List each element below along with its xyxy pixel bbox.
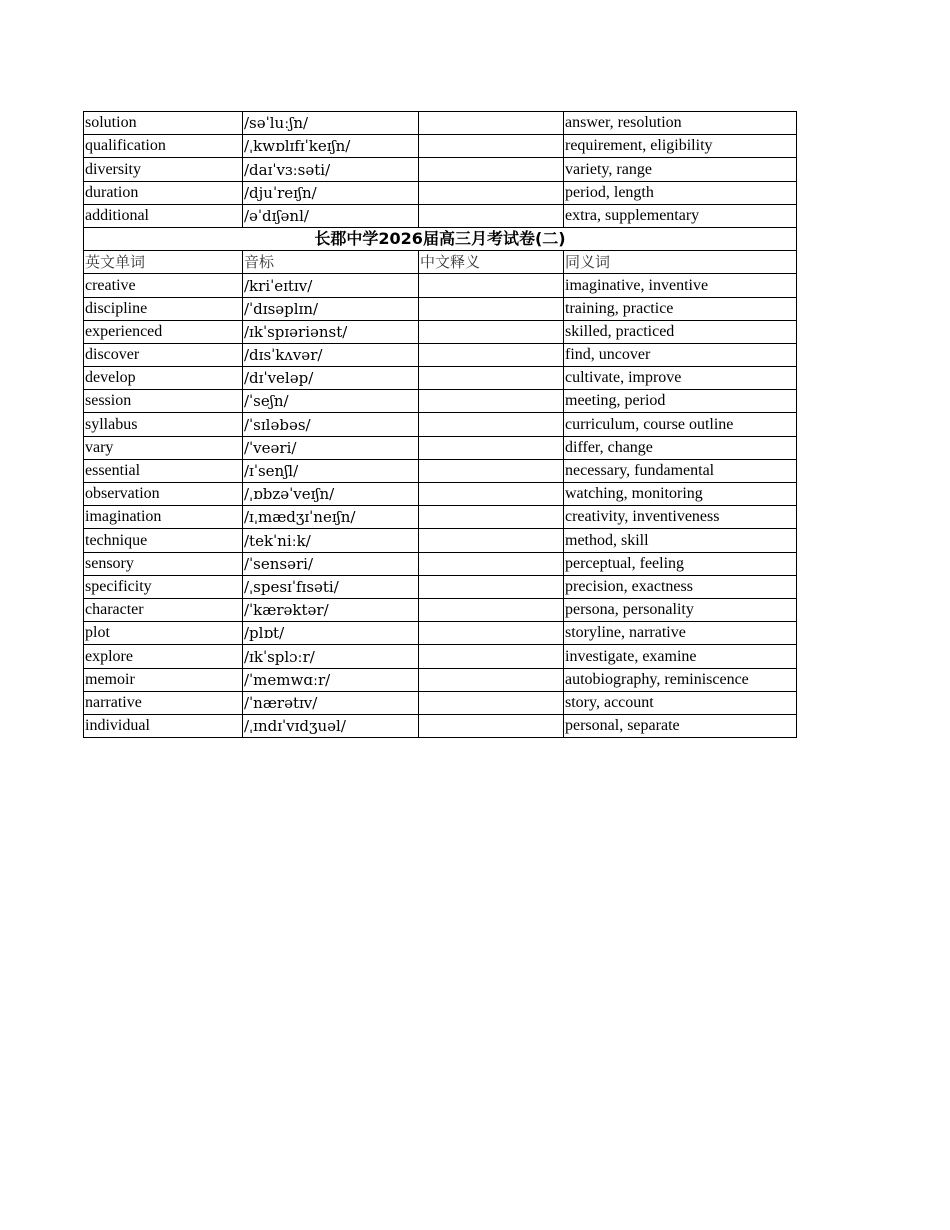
- cell-meaning[interactable]: [419, 274, 564, 297]
- table-row: [84, 135, 797, 158]
- cell-synonyms[interactable]: curriculum, course outline: [564, 413, 797, 436]
- table-row: [84, 622, 797, 645]
- cell-meaning[interactable]: [419, 343, 564, 366]
- cell-word[interactable]: plot: [84, 622, 243, 645]
- cell-word[interactable]: discover: [84, 343, 243, 366]
- cell-meaning[interactable]: [419, 158, 564, 181]
- cell-meaning[interactable]: [419, 297, 564, 320]
- cell-word[interactable]: duration: [84, 181, 243, 204]
- cell-ipa[interactable]: /ˌspesɪˈfɪsəti/: [243, 575, 419, 598]
- cell-word[interactable]: solution: [84, 112, 243, 135]
- cell-meaning[interactable]: [419, 320, 564, 343]
- cell-synonyms[interactable]: method, skill: [564, 529, 797, 552]
- vocabulary-table: [83, 111, 797, 738]
- cell-meaning[interactable]: [419, 506, 564, 529]
- cell-word[interactable]: specificity: [84, 575, 243, 598]
- header-ipa[interactable]: 音标: [243, 251, 419, 274]
- cell-ipa[interactable]: /ɪkˈsplɔːr/: [243, 645, 419, 668]
- cell-ipa[interactable]: /ˈveəri/: [243, 436, 419, 459]
- table-row: [84, 320, 797, 343]
- cell-ipa[interactable]: /ˈnærətɪv/: [243, 691, 419, 714]
- table-row: [84, 483, 797, 506]
- cell-word[interactable]: character: [84, 598, 243, 621]
- cell-synonyms[interactable]: meeting, period: [564, 390, 797, 413]
- previous-section-rows: [84, 112, 797, 228]
- cell-ipa[interactable]: /kriˈeɪtɪv/: [243, 274, 419, 297]
- table-row: [84, 158, 797, 181]
- table-row: [84, 413, 797, 436]
- table-row: [84, 691, 797, 714]
- table-row: [84, 367, 797, 390]
- cell-synonyms[interactable]: skilled, practiced: [564, 320, 797, 343]
- cell-word[interactable]: memoir: [84, 668, 243, 691]
- cell-word[interactable]: creative: [84, 274, 243, 297]
- cell-meaning[interactable]: [419, 112, 564, 135]
- cell-meaning[interactable]: [419, 367, 564, 390]
- table-row: [84, 390, 797, 413]
- cell-meaning[interactable]: [419, 483, 564, 506]
- cell-synonyms[interactable]: precision, exactness: [564, 575, 797, 598]
- table-row: [84, 506, 797, 529]
- cell-ipa[interactable]: /ɪˈsenʃl/: [243, 459, 419, 482]
- cell-synonyms[interactable]: autobiography, reminiscence: [564, 668, 797, 691]
- cell-word[interactable]: sensory: [84, 552, 243, 575]
- table-row: [84, 274, 797, 297]
- cell-meaning[interactable]: [419, 390, 564, 413]
- cell-synonyms[interactable]: storyline, narrative: [564, 622, 797, 645]
- cell-meaning[interactable]: [419, 413, 564, 436]
- cell-meaning[interactable]: [419, 459, 564, 482]
- cell-ipa[interactable]: /səˈluːʃn/: [243, 112, 419, 135]
- cell-ipa[interactable]: /ˈmemwɑːr/: [243, 668, 419, 691]
- cell-meaning[interactable]: [419, 575, 564, 598]
- cell-ipa[interactable]: /ˈsɪləbəs/: [243, 413, 419, 436]
- table-row: [84, 552, 797, 575]
- table-row: [84, 459, 797, 482]
- cell-ipa[interactable]: /dɪˈveləp/: [243, 367, 419, 390]
- cell-word[interactable]: additional: [84, 204, 243, 227]
- cell-ipa[interactable]: /ɪˌmædʒɪˈneɪʃn/: [243, 506, 419, 529]
- cell-synonyms[interactable]: period, length: [564, 181, 797, 204]
- cell-meaning[interactable]: [419, 622, 564, 645]
- cell-word[interactable]: syllabus: [84, 413, 243, 436]
- table-row: [84, 181, 797, 204]
- column-header-row: [84, 251, 797, 274]
- cell-synonyms[interactable]: investigate, examine: [564, 645, 797, 668]
- section-title-row: [84, 227, 797, 250]
- cell-ipa[interactable]: /tekˈniːk/: [243, 529, 419, 552]
- cell-meaning[interactable]: [419, 598, 564, 621]
- table-row: [84, 297, 797, 320]
- cell-meaning[interactable]: [419, 436, 564, 459]
- cell-synonyms[interactable]: personal, separate: [564, 714, 797, 737]
- cell-synonyms[interactable]: perceptual, feeling: [564, 552, 797, 575]
- cell-ipa[interactable]: /ˈseʃn/: [243, 390, 419, 413]
- cell-word[interactable]: vary: [84, 436, 243, 459]
- cell-ipa[interactable]: /ˌɪndɪˈvɪdʒuəl/: [243, 714, 419, 737]
- cell-synonyms[interactable]: creativity, inventiveness: [564, 506, 797, 529]
- section-title[interactable]: 长郡中学2026届高三月考试卷(二): [84, 227, 797, 250]
- cell-word[interactable]: essential: [84, 459, 243, 482]
- table-row: [84, 714, 797, 737]
- cell-synonyms[interactable]: cultivate, improve: [564, 367, 797, 390]
- cell-ipa[interactable]: /ˈsensəri/: [243, 552, 419, 575]
- cell-word[interactable]: session: [84, 390, 243, 413]
- table-row: [84, 598, 797, 621]
- cell-synonyms[interactable]: requirement, eligibility: [564, 135, 797, 158]
- header-meaning[interactable]: 中文释义: [419, 251, 564, 274]
- cell-word[interactable]: diversity: [84, 158, 243, 181]
- cell-word[interactable]: narrative: [84, 691, 243, 714]
- header-synonyms[interactable]: 同义词: [564, 251, 797, 274]
- cell-ipa[interactable]: /daɪˈvɜːsəti/: [243, 158, 419, 181]
- cell-ipa[interactable]: /ˈkærəktər/: [243, 598, 419, 621]
- cell-synonyms[interactable]: find, uncover: [564, 343, 797, 366]
- section-rows: [84, 274, 797, 738]
- cell-meaning[interactable]: [419, 714, 564, 737]
- table-row: [84, 645, 797, 668]
- cell-ipa[interactable]: /ɪkˈspɪəriənst/: [243, 320, 419, 343]
- cell-meaning[interactable]: [419, 552, 564, 575]
- cell-meaning[interactable]: [419, 668, 564, 691]
- cell-synonyms[interactable]: watching, monitoring: [564, 483, 797, 506]
- cell-synonyms[interactable]: persona, personality: [564, 598, 797, 621]
- table-row: [84, 204, 797, 227]
- section-header: [84, 227, 797, 273]
- cell-synonyms[interactable]: training, practice: [564, 297, 797, 320]
- cell-meaning[interactable]: [419, 135, 564, 158]
- cell-word[interactable]: technique: [84, 529, 243, 552]
- cell-ipa[interactable]: /ˌɒbzəˈveɪʃn/: [243, 483, 419, 506]
- cell-ipa[interactable]: /ˌkwɒlɪfɪˈkeɪʃn/: [243, 135, 419, 158]
- cell-synonyms[interactable]: imaginative, inventive: [564, 274, 797, 297]
- cell-word[interactable]: develop: [84, 367, 243, 390]
- cell-synonyms[interactable]: story, account: [564, 691, 797, 714]
- cell-synonyms[interactable]: extra, supplementary: [564, 204, 797, 227]
- cell-ipa[interactable]: /əˈdɪʃənl/: [243, 204, 419, 227]
- cell-synonyms[interactable]: variety, range: [564, 158, 797, 181]
- cell-word[interactable]: qualification: [84, 135, 243, 158]
- table-row: [84, 112, 797, 135]
- cell-ipa[interactable]: /plɒt/: [243, 622, 419, 645]
- cell-word[interactable]: explore: [84, 645, 243, 668]
- cell-word[interactable]: imagination: [84, 506, 243, 529]
- cell-meaning[interactable]: [419, 691, 564, 714]
- cell-synonyms[interactable]: necessary, fundamental: [564, 459, 797, 482]
- cell-word[interactable]: experienced: [84, 320, 243, 343]
- header-word[interactable]: 英文单词: [84, 251, 243, 274]
- cell-meaning[interactable]: [419, 181, 564, 204]
- table-row: [84, 436, 797, 459]
- table-row: [84, 668, 797, 691]
- table-row: [84, 575, 797, 598]
- cell-synonyms[interactable]: answer, resolution: [564, 112, 797, 135]
- cell-meaning[interactable]: [419, 529, 564, 552]
- cell-ipa[interactable]: /djuˈreɪʃn/: [243, 181, 419, 204]
- cell-ipa[interactable]: /dɪsˈkʌvər/: [243, 343, 419, 366]
- table-row: [84, 529, 797, 552]
- cell-synonyms[interactable]: differ, change: [564, 436, 797, 459]
- cell-meaning[interactable]: [419, 645, 564, 668]
- cell-word[interactable]: discipline: [84, 297, 243, 320]
- cell-word[interactable]: individual: [84, 714, 243, 737]
- table-row: [84, 343, 797, 366]
- cell-word[interactable]: observation: [84, 483, 243, 506]
- cell-meaning[interactable]: [419, 204, 564, 227]
- cell-ipa[interactable]: /ˈdɪsəplɪn/: [243, 297, 419, 320]
